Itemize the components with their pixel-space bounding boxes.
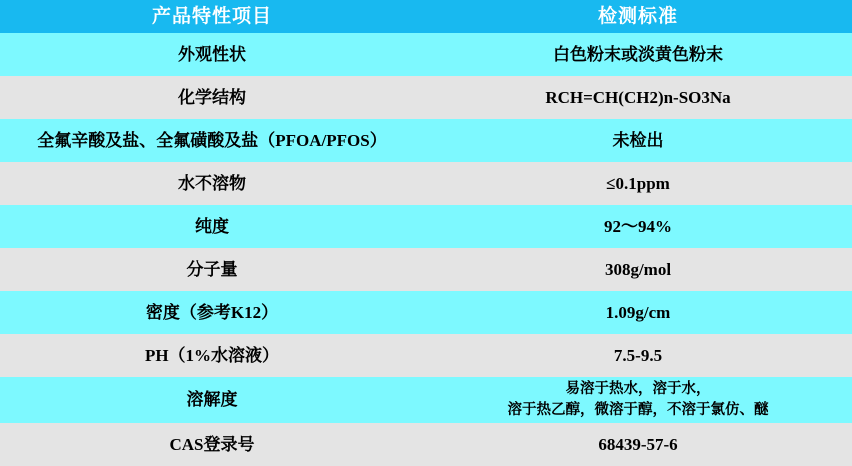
table-row — [0, 423, 852, 466]
cell-standard-line-1: 易溶于热水，溶于水， — [565, 380, 711, 397]
cell-standard-line-2: 溶于热乙醇，微溶于醇，不溶于氯仿、醚 — [507, 402, 769, 418]
table-row — [0, 334, 852, 377]
table-row — [0, 33, 852, 76]
cell-standard: 7.5-9.5 — [424, 334, 852, 377]
cell-standard: RCH=CH(CH2)n-SO3Na — [424, 76, 852, 119]
table-row — [0, 76, 852, 119]
cell-item: 外观性状 — [0, 33, 424, 76]
table-header-row — [0, 0, 852, 33]
cell-standard: 308g/mol — [424, 248, 852, 291]
cell-item: 纯度 — [0, 205, 424, 248]
cell-item: 密度（参考K12） — [0, 291, 424, 334]
cell-item: 水不溶物 — [0, 162, 424, 205]
table-row — [0, 205, 852, 248]
table-row — [0, 248, 852, 291]
cell-standard: 1.09g/cm — [424, 291, 852, 334]
cell-standard: 未检出 — [424, 119, 852, 162]
cell-item: 全氟辛酸及盐、全氟磺酸及盐（PFOA/PFOS） — [0, 119, 424, 162]
cell-standard: ≤0.1ppm — [424, 162, 852, 205]
cell-standard: 68439-57-6 — [424, 423, 852, 466]
column-header-item: 产品特性项目 — [0, 0, 424, 33]
cell-item: 溶解度 — [0, 377, 424, 423]
cell-item: 化学结构 — [0, 76, 424, 119]
table-row — [0, 162, 852, 205]
cell-standard: 92～94% — [424, 205, 852, 248]
table-row — [0, 377, 852, 423]
table-row — [0, 291, 852, 334]
table-row — [0, 119, 852, 162]
cell-item: CAS登录号 — [0, 423, 424, 466]
cell-item: PH（1%水溶液） — [0, 334, 424, 377]
table-body — [0, 33, 852, 466]
cell-standard: 白色粉末或淡黄色粉末 — [424, 33, 852, 76]
table-header — [0, 0, 852, 33]
cell-item: 分子量 — [0, 248, 424, 291]
cell-standard — [424, 377, 852, 423]
column-header-standard: 检测标准 — [424, 0, 852, 33]
